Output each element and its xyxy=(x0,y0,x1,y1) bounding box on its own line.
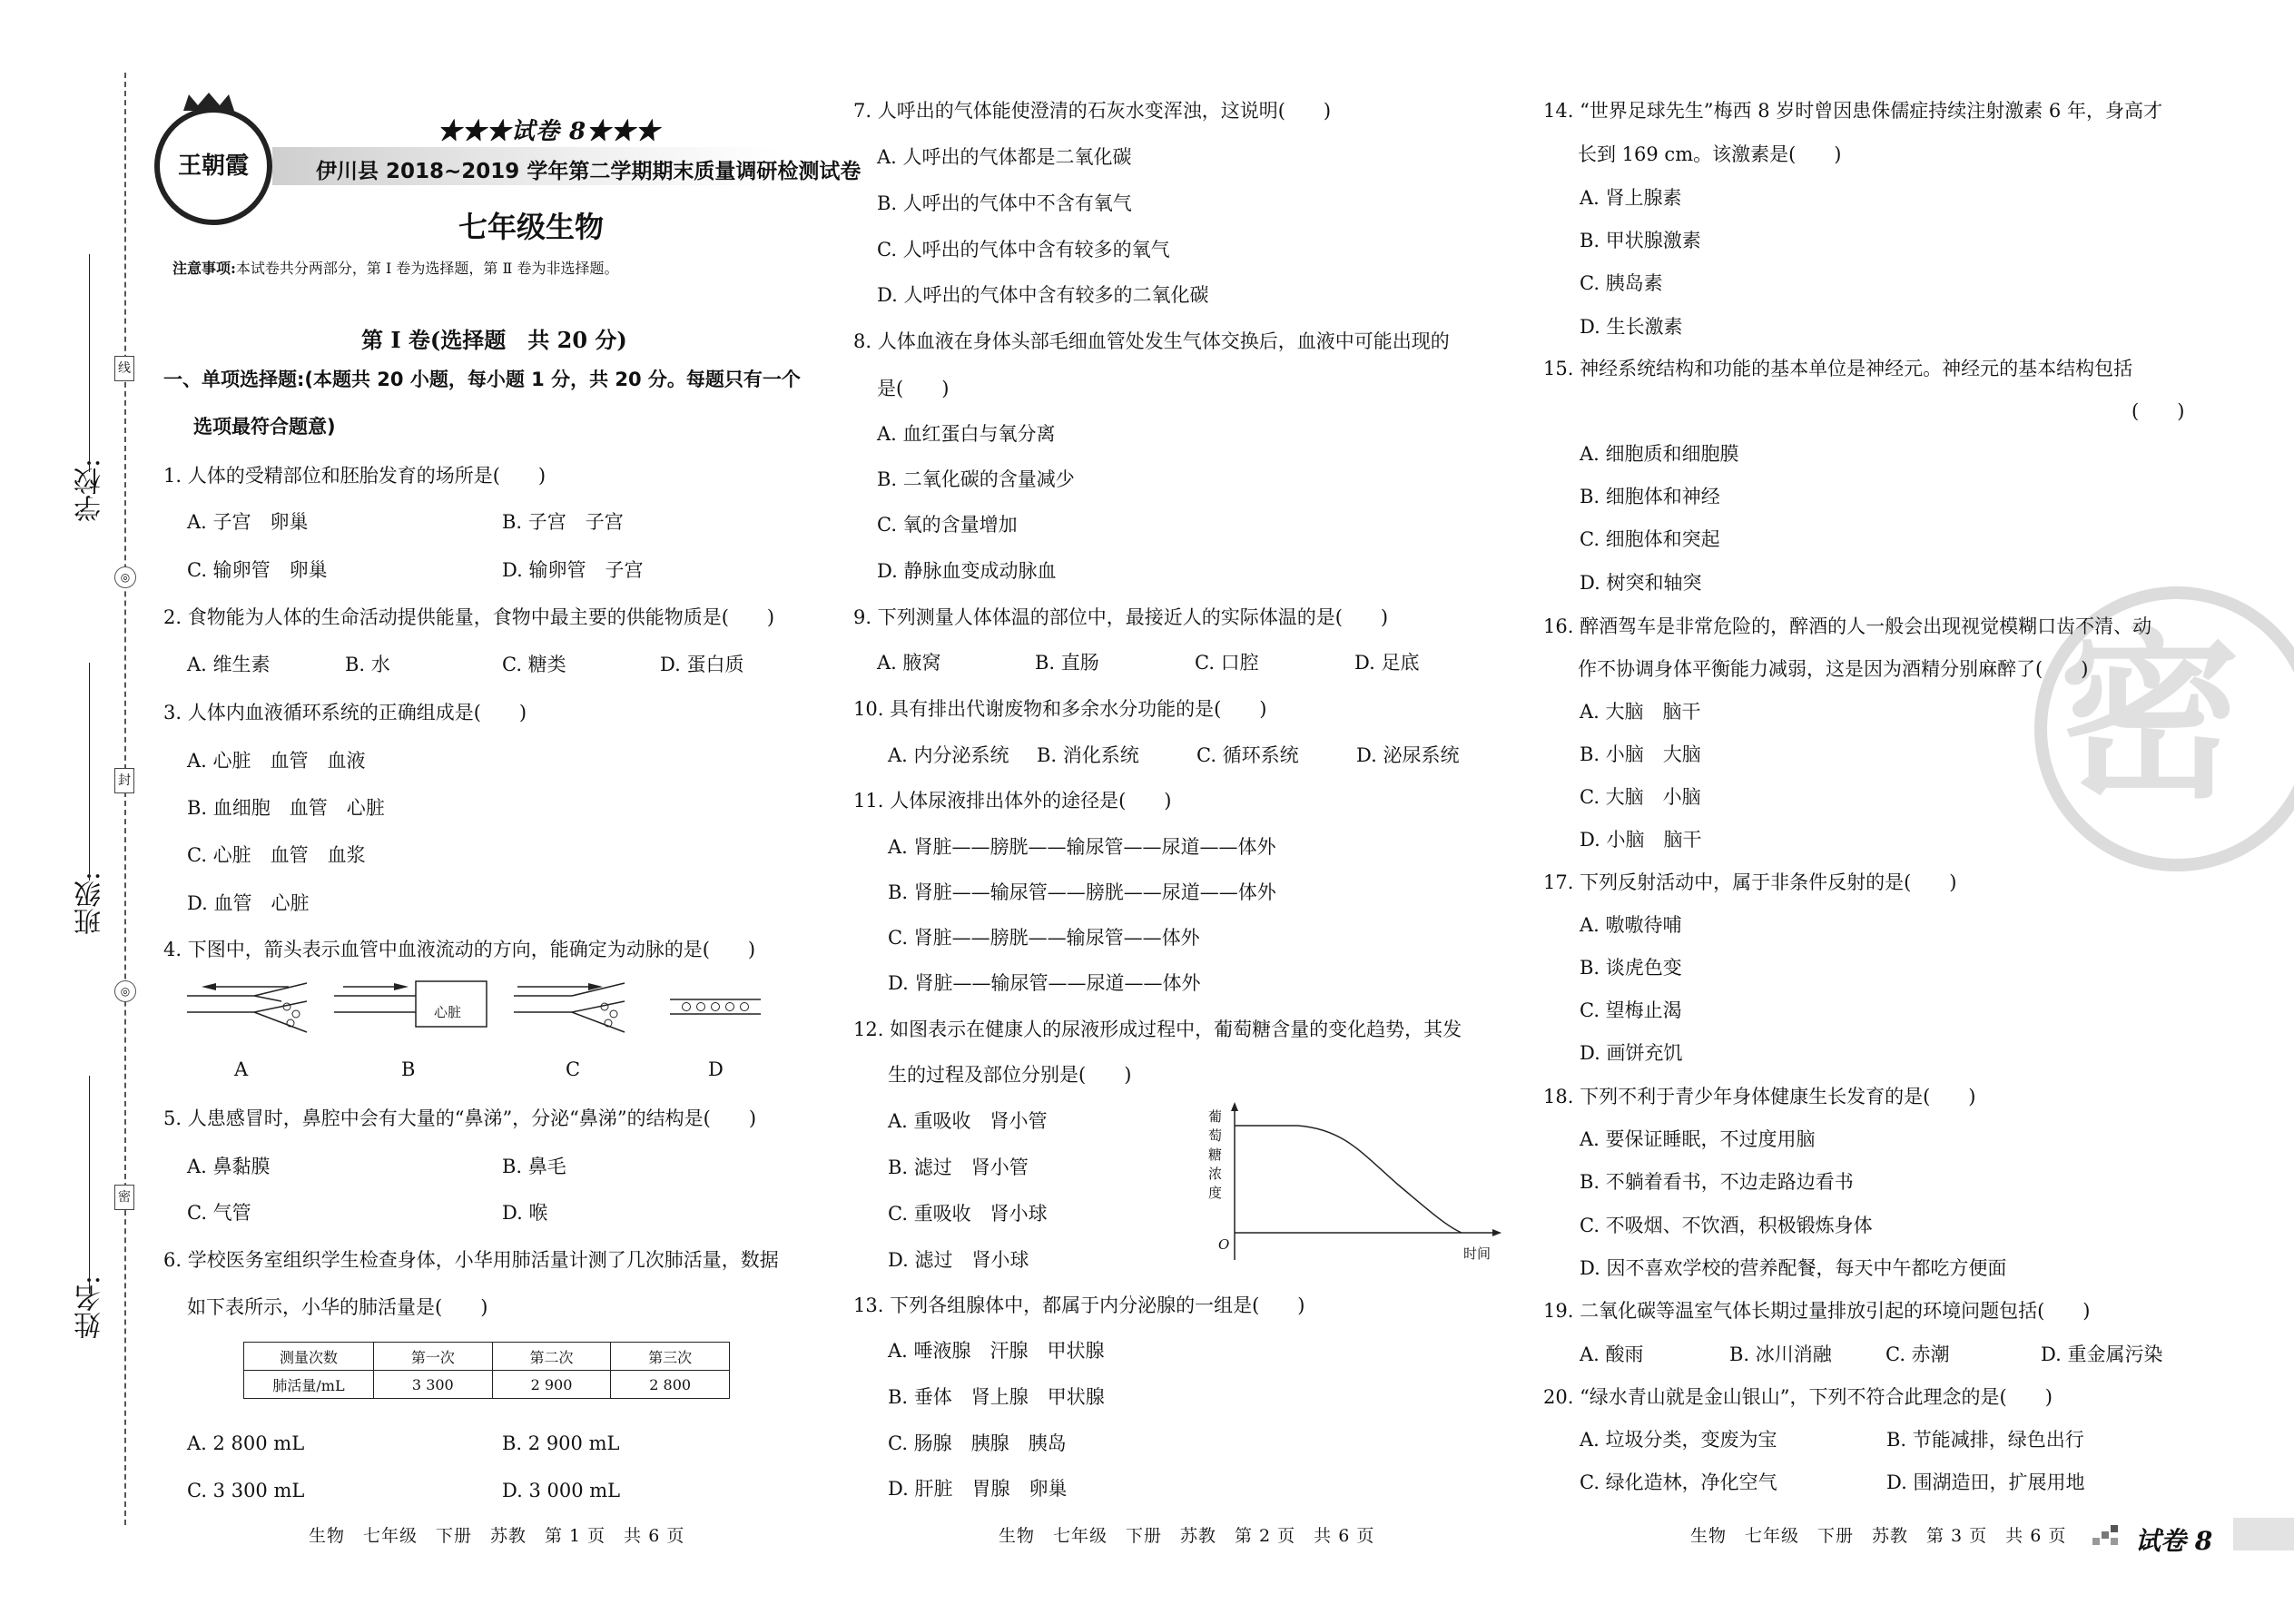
q12-option-c: C. 重吸收 肾小球 xyxy=(888,1203,1048,1225)
q12-option-d: D. 滤过 肾小球 xyxy=(888,1249,1029,1271)
q13-stem: 13. 下列各组腺体中，都属于内分泌腺的一组是( ) xyxy=(853,1294,1305,1316)
q20-stem: 20. “绿水青山就是金山银山”，下列不符合此理念的是( ) xyxy=(1543,1386,2053,1408)
q3-option-b: B. 血细胞 血管 心脏 xyxy=(187,797,385,819)
q16-option-c: C. 大脑 小脑 xyxy=(1580,786,1701,808)
q20-option-c: C. 绿化造林，净化空气 xyxy=(1580,1471,1777,1493)
q16-option-b: B. 小脑 大脑 xyxy=(1580,743,1701,765)
section-heading: 一、单项选择题:(本题共 20 小题，每小题 1 分，共 20 分。每题只有一个 xyxy=(163,369,801,390)
q1-option-a: A. 子宫 卵巢 xyxy=(187,511,309,533)
q8-stem-cont: 是( ) xyxy=(877,378,950,399)
name-label: 姓名: xyxy=(74,1275,106,1340)
q12-y-axis-label: 葡萄糖浓度 xyxy=(1208,1108,1223,1201)
footer-tag-decoration xyxy=(2092,1525,2129,1545)
table-header-cell: 测量次数 xyxy=(244,1343,374,1371)
q16-stem-cont: 作不协调身体平衡能力减弱，这是因为酒精分别麻醉了( ) xyxy=(1578,658,2089,680)
table-header-cell: 第二次 xyxy=(492,1343,611,1371)
class-label: 班级: xyxy=(74,871,106,936)
footer-page-2: 生物 七年级 下册 苏教 第 2 页 共 6 页 xyxy=(999,1526,1375,1546)
part-title: 第 Ⅰ 卷(选择题 共 20 分) xyxy=(361,327,627,353)
q11-option-a: A. 肾脏——膀胱——输尿管——尿道——体外 xyxy=(888,836,1276,858)
q12-stem: 12. 如图表示在健康人的尿液形成过程中，葡萄糖含量的变化趋势，其发 xyxy=(853,1019,1462,1040)
q17-option-c: C. 望梅止渴 xyxy=(1580,999,1682,1021)
q9-option-a: A. 腋窝 xyxy=(877,652,941,674)
q15-option-a: A. 细胞质和细胞膜 xyxy=(1580,443,1739,465)
school-label: 学校: xyxy=(74,458,106,523)
q17-option-b: B. 谈虎色变 xyxy=(1580,957,1682,979)
q14-option-a: A. 肾上腺素 xyxy=(1580,187,1682,209)
q9-option-c: C. 口腔 xyxy=(1195,652,1259,674)
q7-option-a: A. 人呼出的气体都是二氧化碳 xyxy=(877,146,1132,168)
q5-stem: 5. 人患感冒时，鼻腔中会有大量的“鼻涕”，分泌“鼻涕”的结构是( ) xyxy=(163,1107,757,1129)
table-header-cell: 第三次 xyxy=(611,1343,730,1371)
logo-text: 王朝霞 xyxy=(177,153,249,180)
q15-stem: 15. 神经系统结构和功能的基本单位是神经元。神经元的基本结构包括 xyxy=(1543,358,2133,379)
q12-option-a: A. 重吸收 肾小管 xyxy=(888,1110,1048,1132)
q14-stem-cont: 长到 169 cm。该激素是( ) xyxy=(1578,143,1842,165)
q4-label-a: A xyxy=(234,1058,249,1080)
q4-diagram-c xyxy=(514,983,625,1032)
q11-option-c: C. 肾脏——膀胱——输尿管——体外 xyxy=(888,927,1200,949)
q10-option-c: C. 循环系统 xyxy=(1196,744,1299,766)
q3-option-d: D. 血管 心脏 xyxy=(187,892,310,914)
q12-stem-cont: 生的过程及部位分别是( ) xyxy=(888,1064,1132,1086)
q2-stem: 2. 食物能为人体的生命活动提供能量，食物中最主要的供能物质是( ) xyxy=(163,606,775,628)
table-cell: 肺活量/mL xyxy=(244,1371,374,1399)
seal-line-marker: 线 xyxy=(114,356,134,381)
notice xyxy=(172,257,618,278)
q5-option-b: B. 鼻毛 xyxy=(502,1156,566,1177)
q7-option-b: B. 人呼出的气体中不含有氧气 xyxy=(877,192,1132,214)
q4-vessel-diagram xyxy=(180,976,779,1048)
q3-stem: 3. 人体内血液循环系统的正确组成是( ) xyxy=(163,702,527,723)
q4-diagram-d xyxy=(670,999,761,1014)
q13-option-c: C. 肠腺 胰腺 胰岛 xyxy=(888,1432,1067,1454)
q4-stem: 4. 下图中，箭头表示血管中血液流动的方向，能确定为动脉的是( ) xyxy=(163,939,756,960)
q19-option-a: A. 酸雨 xyxy=(1580,1343,1644,1365)
q9-option-d: D. 足底 xyxy=(1354,652,1420,674)
seal-seal-marker: 封 xyxy=(114,768,134,793)
q11-stem: 11. 人体尿液排出体外的途径是( ) xyxy=(853,790,1172,812)
section-heading-cont: 选项最符合题意) xyxy=(193,416,336,438)
footer-tag-bar xyxy=(2233,1518,2294,1550)
q6-stem: 6. 学校医务室组织学生检查身体，小华用肺活量计测了几次肺活量，数据 xyxy=(163,1249,779,1271)
q6-option-a: A. 2 800 mL xyxy=(187,1432,305,1454)
binding-hole-1: ◎ xyxy=(114,566,136,588)
q6-stem-cont: 如下表所示，小华的肺活量是( ) xyxy=(187,1296,488,1318)
notice-label: 注意事项: xyxy=(172,260,236,277)
q4-diagram-b xyxy=(334,981,487,1027)
q13-option-b: B. 垂体 肾上腺 甲状腺 xyxy=(888,1386,1105,1408)
q19-option-d: D. 重金属污染 xyxy=(2041,1343,2163,1365)
logo-crown-icon xyxy=(182,91,236,113)
q10-option-b: B. 消化系统 xyxy=(1037,744,1139,766)
exam-number: ★★★试卷 8★★★ xyxy=(438,118,661,145)
q1-option-d: D. 输卵管 子宫 xyxy=(502,559,644,581)
q14-option-c: C. 胰岛素 xyxy=(1580,272,1663,294)
q4-label-b: B xyxy=(401,1058,416,1080)
q18-stem: 18. 下列不利于青少年身体健康生长发育的是( ) xyxy=(1543,1086,1976,1107)
q20-option-b: B. 节能减排，绿色出行 xyxy=(1886,1429,2084,1451)
q17-option-d: D. 画饼充饥 xyxy=(1580,1042,1683,1064)
q11-option-b: B. 肾脏——输尿管——膀胱——尿道——体外 xyxy=(888,881,1276,903)
table-cell: 2 900 xyxy=(492,1371,611,1399)
q18-option-d: D. 因不喜欢学校的营养配餐，每天中午都吃方便面 xyxy=(1580,1257,2007,1279)
q8-option-a: A. 血红蛋白与氧分离 xyxy=(877,423,1056,445)
name-line xyxy=(89,1076,90,1294)
q11-option-d: D. 肾脏——输尿管——尿道——体外 xyxy=(888,972,1201,994)
table-row xyxy=(244,1343,730,1371)
q18-option-b: B. 不躺着看书，不边走路边看书 xyxy=(1580,1171,1854,1193)
q8-option-d: D. 静脉血变成动脉血 xyxy=(877,560,1057,582)
q6-option-b: B. 2 900 mL xyxy=(502,1432,620,1454)
table-row xyxy=(244,1371,730,1399)
q15-option-d: D. 树突和轴突 xyxy=(1580,572,1702,594)
q15-option-c: C. 细胞体和突起 xyxy=(1580,528,1720,550)
q12-origin-label: O xyxy=(1218,1236,1230,1253)
q4-label-c: C xyxy=(566,1058,581,1080)
q4-diagram-a xyxy=(187,983,307,1032)
q2-option-a: A. 维生素 xyxy=(187,654,271,675)
q3-option-c: C. 心脏 血管 血浆 xyxy=(187,844,366,866)
q1-option-b: B. 子宫 子宫 xyxy=(502,511,624,533)
q20-option-a: A. 垃圾分类，变废为宝 xyxy=(1580,1429,1777,1451)
exam-banner-title: 伊川县 2018~2019 学年第二学期期末质量调研检测试卷 xyxy=(316,160,861,183)
q19-option-b: B. 冰川消融 xyxy=(1729,1343,1832,1365)
q3-option-a: A. 心脏 血管 血液 xyxy=(187,750,366,772)
q7-option-c: C. 人呼出的气体中含有较多的氧气 xyxy=(877,239,1170,261)
class-line xyxy=(89,663,90,881)
q12-option-b: B. 滤过 肾小管 xyxy=(888,1156,1029,1178)
q6-option-c: C. 3 300 mL xyxy=(187,1480,305,1501)
q9-stem: 9. 下列测量人体体温的部位中，最接近人的实际体温的是( ) xyxy=(853,606,1389,628)
q7-option-d: D. 人呼出的气体中含有较多的二氧化碳 xyxy=(877,284,1209,306)
q4-label-d: D xyxy=(708,1058,724,1080)
q15-option-b: B. 细胞体和神经 xyxy=(1580,486,1720,507)
q19-option-c: C. 赤潮 xyxy=(1885,1343,1950,1365)
q8-option-b: B. 二氧化碳的含量减少 xyxy=(877,468,1075,490)
q13-option-d: D. 肝脏 胃腺 卵巢 xyxy=(888,1478,1068,1500)
q12-x-axis-label: 时间 xyxy=(1463,1245,1492,1262)
q10-stem: 10. 具有排出代谢废物和多余水分功能的是( ) xyxy=(853,698,1267,720)
q2-option-b: B. 水 xyxy=(345,654,390,675)
table-header-cell: 第一次 xyxy=(374,1343,493,1371)
q14-stem: 14. “世界足球先生”梅西 8 岁时曾因患侏儒症持续注射激素 6 年，身高才 xyxy=(1543,100,2162,122)
q10-option-d: D. 泌尿系统 xyxy=(1356,744,1460,766)
q18-option-c: C. 不吸烟、不饮酒，积极锻炼身体 xyxy=(1580,1215,1873,1236)
q2-option-c: C. 糖类 xyxy=(502,654,566,675)
school-line xyxy=(89,254,90,472)
q5-option-d: D. 喉 xyxy=(502,1202,548,1224)
binding-dashed-line xyxy=(124,73,126,1525)
footer-exam-tag: 试卷 8 xyxy=(2135,1526,2213,1556)
q15-stem-cont: ( ) xyxy=(2132,400,2185,422)
q20-option-d: D. 围湖造田，扩展用地 xyxy=(1886,1471,2085,1493)
q7-stem: 7. 人呼出的气体能使澄清的石灰水变浑浊，这说明( ) xyxy=(853,100,1332,122)
q1-stem: 1. 人体的受精部位和胚胎发育的场所是( ) xyxy=(163,465,546,487)
q17-option-a: A. 嗷嗷待哺 xyxy=(1580,914,1682,936)
q8-stem: 8. 人体血液在身体头部毛细血管处发生气体交换后，血液中可能出现的 xyxy=(853,330,1450,352)
notice-text: 本试卷共分两部分，第 Ⅰ 卷为选择题，第 Ⅱ 卷为非选择题。 xyxy=(235,260,619,277)
watermark-glyph: 密 xyxy=(2059,610,2241,823)
q13-option-a: A. 唾液腺 汗腺 甲状腺 xyxy=(888,1340,1105,1362)
table-cell: 2 800 xyxy=(611,1371,730,1399)
q9-option-b: B. 直肠 xyxy=(1035,652,1099,674)
q6-lung-table xyxy=(243,1342,730,1399)
q14-option-b: B. 甲状腺激素 xyxy=(1580,230,1701,251)
q14-option-d: D. 生长激素 xyxy=(1580,316,1683,338)
q4-heart-label: 心脏 xyxy=(434,1004,462,1020)
binding-hole-2: ◎ xyxy=(114,980,136,1002)
q5-option-c: C. 气管 xyxy=(187,1202,251,1224)
q5-option-a: A. 鼻黏膜 xyxy=(187,1156,271,1177)
q17-stem: 17. 下列反射活动中，属于非条件反射的是( ) xyxy=(1543,871,1957,893)
q18-option-a: A. 要保证睡眠，不过度用脑 xyxy=(1580,1128,1816,1150)
logo-badge xyxy=(154,107,272,225)
q16-option-d: D. 小脑 脑干 xyxy=(1580,829,1702,851)
q6-option-d: D. 3 000 mL xyxy=(502,1480,621,1501)
q1-option-c: C. 输卵管 卵巢 xyxy=(187,559,328,581)
q8-option-c: C. 氧的含量增加 xyxy=(877,514,1018,536)
table-cell: 3 300 xyxy=(374,1371,493,1399)
q19-stem: 19. 二氧化碳等温室气体长期过量排放引起的环境问题包括( ) xyxy=(1543,1300,2091,1322)
q16-option-a: A. 大脑 脑干 xyxy=(1580,701,1701,723)
footer-page-1: 生物 七年级 下册 苏教 第 1 页 共 6 页 xyxy=(309,1526,685,1546)
seal-dense-marker: 密 xyxy=(114,1185,134,1210)
q2-option-d: D. 蛋白质 xyxy=(660,654,744,675)
subject-title: 七年级生物 xyxy=(458,210,605,244)
footer-page-3: 生物 七年级 下册 苏教 第 3 页 共 6 页 xyxy=(1690,1526,2067,1546)
q16-stem: 16. 醉酒驾车是非常危险的，醉酒的人一般会出现视觉模糊口齿不清、动 xyxy=(1543,615,2152,637)
q10-option-a: A. 内分泌系统 xyxy=(888,744,1009,766)
q12-glucose-graph xyxy=(1207,1098,1507,1271)
